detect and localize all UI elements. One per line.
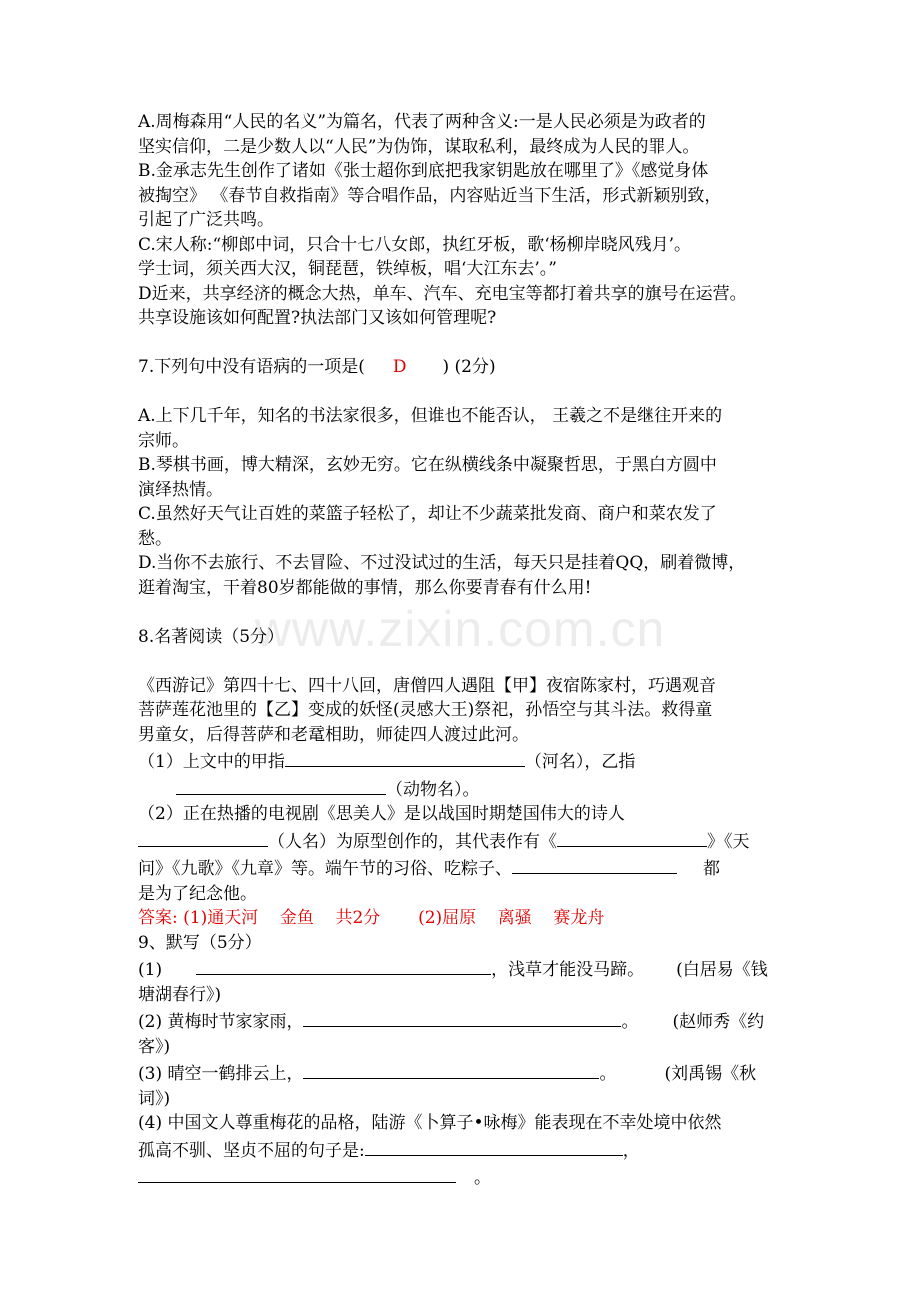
q8-sub2-text: 问》《九歌》《九章》等。端午节的习俗、吃粽子、 (138, 859, 512, 879)
answer-blank[interactable] (285, 747, 525, 767)
q7-prefix: 7.下列句中没有语病的一项是( (138, 357, 365, 377)
q9-title: 9、默写（5分） (138, 932, 262, 953)
q9-item-4: (4) 中国文人尊重梅花的品格，陆游《卜算子•咏梅》能表现在不幸处境中依然 (138, 1113, 722, 1133)
q7-line: 演绎热情。 (138, 479, 223, 500)
answer-blank[interactable] (138, 827, 268, 847)
q9-text: 孤高不驯、坚贞不屈的句子是: (138, 1140, 365, 1161)
q8-passage-line: 男童女，后得菩萨和老鼋相助，师徒四人渡过此河。 (138, 724, 529, 745)
q8-sub1-text: （动物名）。 (386, 779, 480, 800)
q9-text: (2) 黄梅时节家家雨， (138, 1012, 304, 1032)
q9-item-1-source: 塘湖春行》) (138, 984, 222, 1005)
q8-passage-line: 菩萨莲花池里的【乙】变成的妖怪(灵感大王)祭祀，孙悟空与其斗法。救得童 (138, 700, 713, 720)
q8-passage (138, 674, 788, 748)
answer-blank[interactable] (512, 854, 677, 874)
q9-text: (1) (138, 960, 163, 980)
q9-item-4-end (138, 1163, 788, 1191)
q7-answer: D (392, 357, 407, 377)
q9-text: ， (622, 1140, 640, 1161)
q8-sub2-cont (138, 854, 788, 882)
q9-item-3 (138, 1059, 788, 1087)
q6-line: 学士词，须关西大汉，铜琵琶，铁绰板，唱‘大江东去’。” (138, 259, 557, 279)
q6-line: 坚实信仰，二是少数人以“人民”为伪饰，谋取私利，最终成为人民的罪人。 (138, 136, 700, 157)
q7-question (138, 355, 788, 380)
document-page (138, 110, 788, 1191)
q9-item-3-source: 词》) (138, 1088, 171, 1109)
q8-title: 8.名著阅读（5分） (138, 626, 285, 647)
q7-line: A.上下几千年，知名的书法家很多，但谁也不能否认， 王羲之不是继往开来的 (138, 406, 723, 426)
watermark: www.zixin.com.cn (254, 601, 666, 657)
q9-item-1 (138, 955, 788, 983)
q9-text: ，浅草才能没马蹄。 (491, 960, 645, 980)
q6-line: B.金承志先生创作了诸如《张士超你到底把我家钥匙放在哪里了》《感觉身体 (138, 161, 709, 181)
q6-line: 被掏空》 《春节自救指南》等合唱作品，内容贴近当下生活，形式新颖别致， (138, 185, 722, 206)
q8-sub2-text: 》《天 (707, 831, 750, 852)
q8-sub1-cont (138, 775, 788, 803)
q9-source: (刘禹锡《秋 (664, 1064, 757, 1084)
q7-line: C.虽然好天气让百姓的菜篮子轻松了，却让不少蔬菜批发商、商户和菜农发了 (138, 504, 717, 524)
answer-blank[interactable] (138, 1163, 456, 1183)
q7-line: B.琴棋书画，博大精深，玄妙无穷。它在纵横线条中凝聚哲思，于黑白方圆中 (138, 455, 717, 475)
q9-item-2-source: 客》) (138, 1036, 171, 1057)
q8-sub2-text: 都 (703, 859, 720, 879)
q8-sub1-text: （1）上文中的甲指 (138, 752, 285, 772)
q9-item-4-cont (138, 1136, 788, 1164)
answer-blank[interactable] (303, 1007, 621, 1027)
q6-line: 引起了广泛共鸣。 (138, 210, 274, 230)
q8-passage-line: 《西游记》第四十七、四十八回，唐僧四人遇阻【甲】夜宿陈家村，巧遇观音 (138, 675, 716, 696)
q6-line: A.周梅森用“人民的名义”为篇名，代表了两种含义:一是人民必须是为政者的 (138, 112, 706, 132)
q8-sub2: （2）正在热播的电视剧《思美人》是以战国时期楚国伟大的诗人 (138, 804, 625, 824)
answer-blank[interactable] (196, 955, 491, 975)
answer-blank[interactable] (365, 1136, 623, 1156)
q6-options (138, 110, 788, 331)
answer-blank[interactable] (176, 775, 386, 795)
q7-line: 宗师。 (138, 430, 189, 451)
q6-line: C.宋人称:“柳郎中词，只合十七八女郎，执红牙板，歌‘杨柳岸晓风残月’。 (138, 234, 692, 255)
q7-suffix: ) (2分) (442, 357, 496, 377)
q9-text: (3) 晴空一鹤排云上， (138, 1064, 304, 1084)
q8-sub2-cont (138, 827, 788, 855)
q9-item-2 (138, 1007, 788, 1035)
q9-source: (白居易《钱 (676, 960, 768, 980)
q7-line: 愁。 (138, 528, 172, 549)
answer-blank[interactable] (303, 1059, 599, 1079)
q8-sub2-end: 是为了纪念他。 (138, 883, 257, 904)
answer-blank[interactable] (557, 827, 707, 847)
q7-line: 逛着淘宝，干着80岁都能做的事情，那么你要青春有什么用! (138, 577, 592, 598)
q6-line: 共享设施该如何配置?执法部门又该如何管理呢? (138, 308, 497, 328)
q7-line: D.当你不去旅行、不去冒险、不过没试过的生活，每天只是挂着QQ，刷着微博， (138, 553, 746, 573)
q8-sub1 (138, 747, 788, 775)
q7-options (138, 404, 788, 600)
q6-line: D近来，共享经济的概念大热，单车、汽车、充电宝等都打着共享的旗号在运营。 (138, 283, 747, 304)
q9-text: 。 (599, 1064, 617, 1084)
q8-sub1-text: （河名），乙指 (524, 752, 636, 772)
q8-sub2-text: （人名）为原型创作的，其代表作有《 (268, 831, 557, 852)
q9-source: (赵师秀《约 (672, 1012, 765, 1032)
q9-text: 。 (474, 1168, 491, 1188)
q9-text: 。 (621, 1012, 639, 1032)
q8-answer: 答案: (1)通天河 金鱼 共2分 (2)屈原 离骚 赛龙舟 (138, 908, 605, 928)
